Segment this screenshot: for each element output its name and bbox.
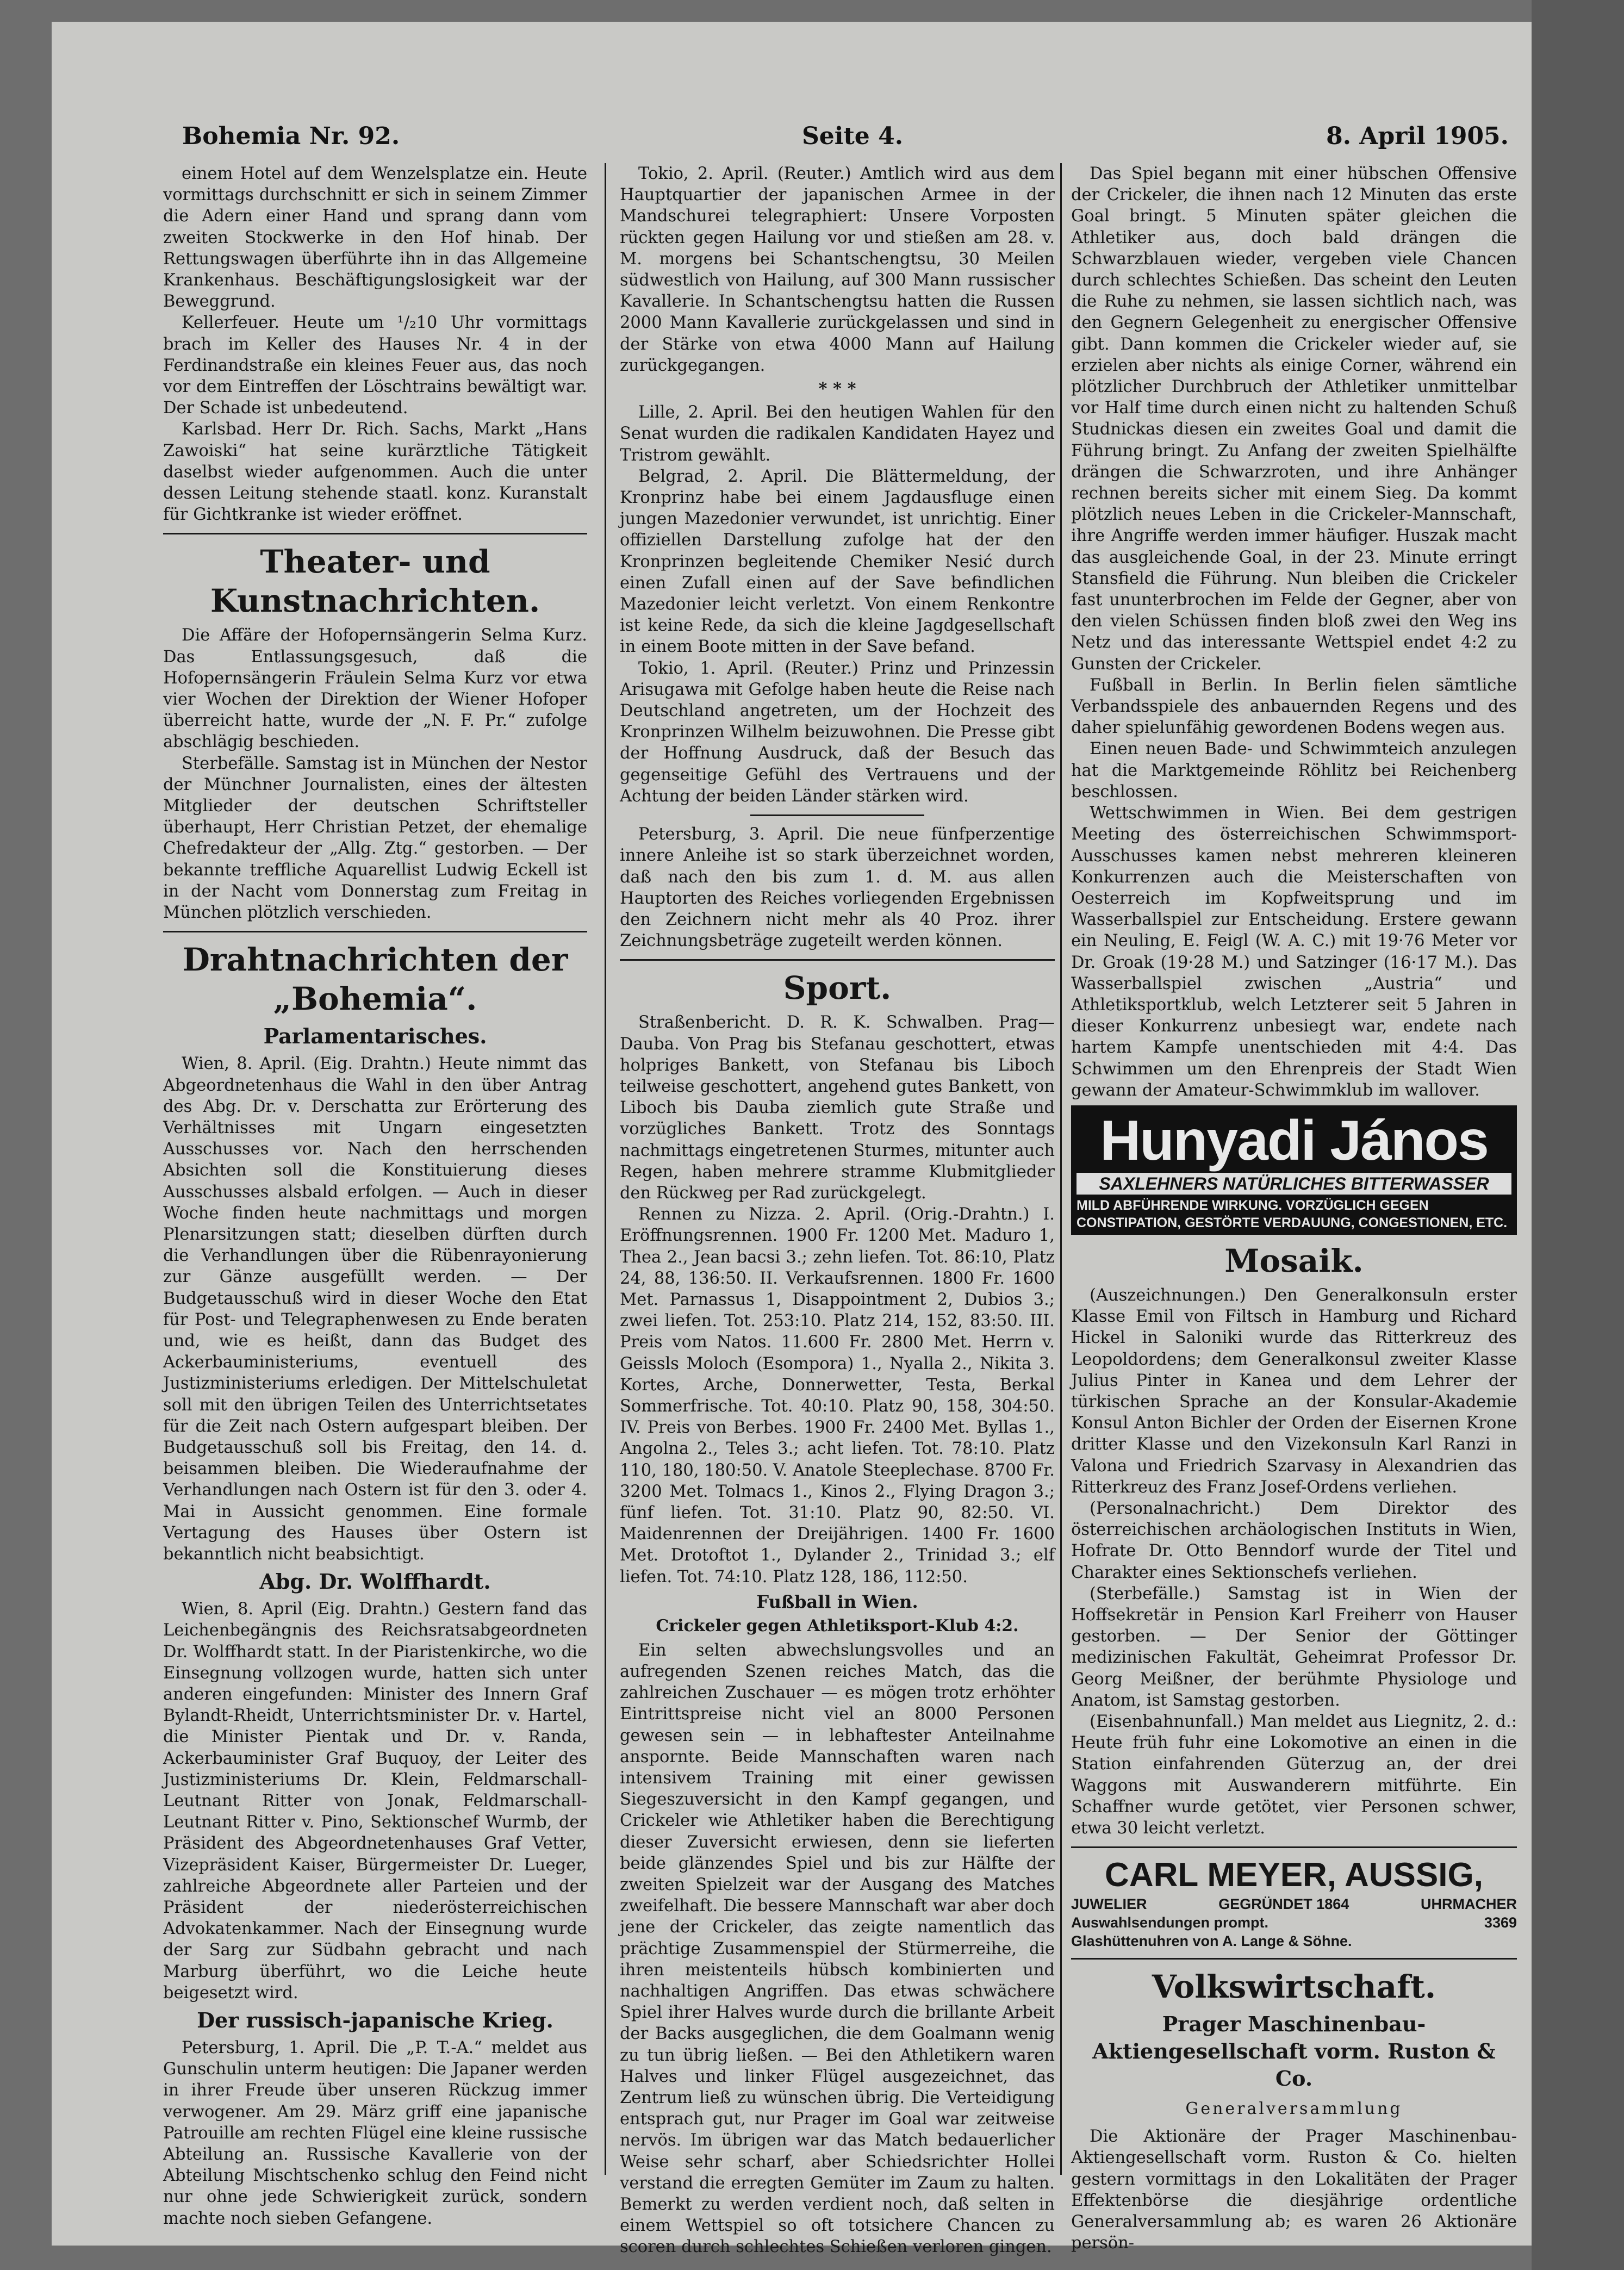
page-header (182, 122, 1509, 155)
short-rule (750, 814, 924, 816)
article-paragraph: Einen neuen Bade- und Schwimmteich anzulegen hat die Marktgemeinde Röhlitz bei Reichenberg beschlossen. (1071, 739, 1517, 801)
section-heading-volkswirtschaft: Volkswirtschaft. (1152, 1968, 1436, 2006)
section-heading-drahtnachrichten: Drahtnachrichten der „Bohemia“. (182, 941, 568, 1018)
article-paragraph: Ein selten abwechslungsvolles und an aufregenden Szenen reiches Match, das die zahlreichen Zuschauer — es mögen trotz erhöhter Eintrittspreise nicht viel an 8000 Personen gewesen sein — in lebhaftester Anteilnahme anspornte. Beide Mannschaften waren nach intensivem Training mit einer gewissen Siegeszuversicht in den Kampf gegangen, und Crickeler wie Athletiker haben die Berechtigung dieser Zuversicht erwiesen, denn sie lieferten beide glänzendes Spiel und bis zur Hälfte der zweiten Spielzeit war der Ausgang des Matches zweifelhaft. Die bessere Mannschaft war aber doch jene der Crickeler, das zeigte namentlich das prächtige Zusammenspiel der Stürmerreihe, die ihren meistenteils hübsch kombinierten und nachhaltigen Angriffen. Das etwas schwächere Spiel ihrer Halves wurde durch die brillante Arbeit der Backs ausgeglichen, die dem Goalmann wenig zu tun übrig ließen. — Bei den Athletikern waren Halves und linker Flügel ausgezeichnet, das Zentrum ließ zu wünschen übrig. Die Verteidigung entsprach gut, nur Prager im Goal war zeitweise nervös. Im übrigen war das Match bedauerlicher Weise sehr scharf, aber Schiedsrichter Hollei verstand die erregten Gemüter im Zaum zu halten. Bemerkt zu werden verdient noch, daß selten in einem Wettspiel so oft totsichere Chancen zu scoren durch schlechtes Schießen verloren gingen. (620, 1640, 1055, 2257)
header-date: 8. April 1905. (1326, 122, 1509, 150)
subheading-match: Crickeler gegen Athletiksport-Klub 4:2. (656, 1616, 1019, 1635)
subheading-krieg: Der russisch-japanische Krieg. (197, 2008, 553, 2033)
column-divider (605, 163, 606, 2175)
section-rule (163, 931, 587, 932)
advertisement-hunyadi (1071, 1105, 1517, 1235)
article-paragraph: Tokio, 1. April. (Reuter.) Prinz und Prinzessin Arisugawa mit Gefolge haben heute die Reise nach Deutschland angetreten, um der Hochzeit des Kronprinzen Wilhelm beizuwohnen. Die Presse gibt der Hoffnung Ausdruck, daß der Besuch das gegenseitige Gefühl des Vertrauens und der Achtung der beiden Länder stärken wird. (620, 658, 1055, 806)
article-paragraph: Wien, 8. April (Eig. Drahtn.) Gestern fand das Leichenbegängnis des Reichsratsabgeordneten Dr. Wolffhardt statt. In der Piaristenkirche, wo die Einsegnung vollzogen wurde, hatten sich unter anderen eingefunden: Minister des Innern Graf Bylandt-Rheidt, Unterrichtsminister Dr. v. Hartel, die Minister Pientak und Dr. v. Randa, Ackerbauminister Graf Buquoy, der Leiter des Justizministeriums Dr. Klein, Feldmarschall-Leutnant Ritter von Jonak, Feldmarschall-Leutnant Ritter v. Pino, Sektionschef Wurmb, der Präsident des Abgeordnetenhauses Graf Vetter, Vizepräsident Kaiser, Bürgermeister Dr. Lueger, zahlreiche Abgeordnete aller Parteien und der Präsident der niederösterreichischen Advokatenkammer. Nach der Einsegnung wurde der Sarg zur Südbahn gebracht und nach Marburg überführt, wo die Leiche heute beigesetzt wird. (163, 1600, 587, 2002)
section-rule (1071, 1958, 1517, 1960)
article-paragraph: Fußball in Berlin. In Berlin fielen sämtliche Verbandsspiele des anbauernden Regens und des daher spielunfähig gewordenen Bodens wegen aus. (1071, 675, 1517, 738)
article-paragraph: Rennen zu Nizza. 2. April. (Orig.-Drahtn.) I. Eröffnungsrennen. 1900 Fr. 1200 Met. Maduro 1, Thea 2., Jean bacsi 3.; zehn liefen. Tot. 86:10, Platz 24, 88, 136:50. II. Verkaufsrennen. 1800 Fr. 1600 Met. Parnassus 1, Disappointment 2, Dubios 3.; zwei liefen. Tot. 253:10. Platz 214, 152, 83:50. III. Preis vom Natos. 11.600 Fr. 2800 Met. Herrn v. Geissls Moloch (Esompora) 1., Nyalla 2., Nikita 3. Kortes, Arche, Donnerwetter, Testa, Berkal Sommerfrische. Tot. 40:10. Platz 90, 158, 304:50. IV. Preis von Berbes. 1900 Fr. 2400 Met. Byllas 1., Angolna 2., Teles 3.; acht liefen. Tot. 78:10. Platz 110, 180, 180:50. V. Anatole Steeplechase. 8700 Fr. 3200 Met. Tolmacs 1., Kinos 2., Flying Dragon 3.; fünf liefen. Tot. 31:10. Platz 90, 82:50. VI. Maidenrennen der Dreijährigen. 1400 Fr. 1600 Met. Drotoftot 1., Dylander 2., Trinidad 3.; elf liefen. Tot. 74:10. Platz 128, 186, 112:50. (620, 1205, 1055, 1587)
header-title: Bohemia Nr. 92. (182, 122, 400, 150)
subheading-maschinenbau: Prager Maschinenbau-Aktiengesellschaft vorm. Ruston & Co. (1092, 2012, 1496, 2091)
article-paragraph: Das Spiel begann mit einer hübschen Offensive der Crickeler, die ihnen nach 12 Minuten das erste Goal bringt. 5 Minuten später gleichen die Athletiker aus, doch bald drängen die Schwarzblauen wieder, vergeben viele Chancen durch schlechtes Schießen. Das scheint den Leuten die Ruhe zu nehmen, sie lassen sichtlich nach, was den Gegnern Gelegenheit zu energischer Offensive gibt. Dann kommen die Crickeler wieder auf, sie erzielen aber nichts als einige Corner, während ein plötzlicher Durchbruch der Athletiker unmittelbar vor Half time durch einen nicht zu haltenden Schuß Studnickas diesen ein zweites Goal und damit die Führung bringt. Zu Anfang der zweiten Spielhälfte drängen die Schwarzroten, und ihre Anhänger rechnen bereits sicher mit einem Sieg. Da kommt plötzlich neues Leben in die Crickeler-Mannschaft, ihre Angriffe werden immer häufiger. Huszak macht das ausgleichende Goal, in der 23. Minute erringt Stansfield die Führung. Nun bleiben die Crickeler fast ununterbrochen im Felde der Gegner, aber von den vielen Schüssen finden bloß zwei den Weg ins Netz und das interessante Wettspiel endet 4:2 zu Gunsten der Crickeler. (1071, 164, 1517, 674)
ad-name: CARL MEYER, (1105, 1856, 1337, 1894)
article-paragraph: Wettschwimmen in Wien. Bei dem gestrigen Meeting des österreichischen Schwimmsport-Ausschusses kamen nebst mehreren kleineren Konkurrenzen auch die Meisterschaften von Oesterreich im Kopfweitsprung und im Wasserballspiel zur Entscheidung. Erstere gewann ein Neuling, E. Feigl (W. A. C.) mit 19·76 Meter vor Dr. Groak (19·28 M.) und Satzinger (16·17 M.). Das Wasserballspiel zwischen „Austria“ und Athletiksportklub, welch Letzterer seit 5 Jahren in dieser Konkurrenz unbesiegt war, endete nach hartem Kampfe unentschieden mit 4:4. Das Schwimmen um den Ehrenpreis der Stadt Wien gewann der Amateur-Schwimmklub im wallover. (1071, 804, 1517, 1100)
article-paragraph: Sterbefälle. Samstag ist in München der Nestor der Münchner Journalisten, eines der ältesten Mitglieder der deutschen Schriftsteller überhaupt, Herr Christian Petzet, der ehemalige Chefredakteur der „Allg. Ztg.“ gestorben. — Der bekannte treffliche Aquarellist Ludwig Eckell ist in der Nacht vom Donnerstag zum Freitag in München plötzlich verschieden. (163, 754, 587, 923)
column-divider (1060, 163, 1062, 2175)
subheading-generalversammlung: Generalversammlung (1185, 2099, 1403, 2119)
section-rule (620, 959, 1055, 961)
ad-left: JUWELIER (1071, 1896, 1147, 1913)
article-paragraph: Petersburg, 1. April. Die „P. T.-A.“ meldet aus Gunschulin unterm heutigen: Die Japaner werden in ihrer Freude über unseren Rückzug immer verwogener. Am 29. März griff eine japanische Patrouille am rechten Flügel eine kleine russische Abteilung an. Russische Kavallerie von der Abteilung Mischtschenko schlug den Feind nicht nur ohne jede Schwierigkeit zurück, sondern machte noch sieben Gefangene. (163, 2038, 587, 2228)
subheading-wolffhardt: Abg. Dr. Wolffhardt. (259, 1569, 491, 1594)
ad-mid: GEGRÜNDET 1864 (1218, 1896, 1349, 1913)
ad-place: AUSSIG, (1345, 1856, 1483, 1894)
section-heading-sport: Sport. (783, 969, 892, 1007)
column-3 (1071, 163, 1517, 2254)
section-rule (1071, 1846, 1517, 1848)
ad-number: 3369 (1484, 1914, 1517, 1931)
advertisement-carl-meyer (1071, 1856, 1517, 1950)
article-paragraph: Die Affäre der Hofopernsängerin Selma Kurz. Das Entlassungsgesuch, daß die Hofopernsängerin Fräulein Selma Kurz vor etwa vier Wochen der Direktion der Wiener Hofoper überreicht hatte, wurde der „N. F. Pr.“ zufolge abschlägig beschieden. (163, 626, 587, 752)
article-paragraph: Kellerfeuer. Heute um ¹/₂10 Uhr vormittags brach im Keller des Hauses Nr. 4 in der Ferdinandstraße ein kleines Feuer aus, das noch vor dem Eintreffen der Löschtrains bewältigt war. Der Schade ist unbedeutend. (163, 313, 587, 418)
article-paragraph: (Sterbefälle.) Samstag ist in Wien der Hoffsekretär in Pension Karl Freiherr von Hauser gestorben. — Der Senior der Göttinger medizinischen Fakultät, Geheimrat Professor Dr. Georg Meißner, der berühmte Physiologe und Anatom, ist Samstag gestorben. (1071, 1584, 1517, 1710)
article-paragraph: (Personalnachricht.) Dem Direktor des österreichischen archäologischen Instituts in Wien, Hofrate Dr. Otto Benndorf wurde der Titel und Charakter eines Sektionschefs verliehen. (1071, 1498, 1517, 1582)
subheading-parlamentarisches: Parlamentarisches. (263, 1024, 487, 1049)
scan-edge (1532, 0, 1624, 2270)
ad-line: MILD ABFÜHRENDE WIRKUNG. VORZÜGLICH GEGEN (1077, 1197, 1429, 1213)
section-heading-theater: Theater- und Kunstnachrichten. (210, 543, 540, 620)
ad-right: UHRMACHER (1421, 1896, 1517, 1913)
ad-tagline: SAXLEHNERS NATÜRLICHES BITTERWASSER (1077, 1173, 1511, 1195)
article-paragraph: Die Aktionäre der Prager Maschinenbau-Aktiengesellschaft vorm. Ruston & Co. hielten gestern vormittags in den Lokalitäten der Prager Effektenbörse die diesjährige ordentliche Generalversammlung ab; es waren 26 Aktionäre persön- (1071, 2127, 1517, 2253)
article-paragraph: Petersburg, 3. April. Die neue fünfperzentige innere Anleihe ist so stark überzeichnet worden, daß nach den bis zum 1. d. M. aus allen Hauptorten des Reiches vorliegenden Ergebnissen den Zeichnern nicht mehr als 40 Proz. ihrer Zeichnungsbeträge zugeteilt werden können. (620, 825, 1055, 951)
article-paragraph: einem Hotel auf dem Wenzelsplatze ein. Heute vormittags durchschnitt er sich in seinem Zimmer die Adern einer Hand und sprang dann vom zweiten Stockwerke in den Hof hinab. Der Rettungswagen überführte ihn in das Allgemeine Krankenhaus. Beschäftigungslosigkeit war der Beweggrund. (163, 164, 587, 312)
section-heading-mosaik: Mosaik. (1224, 1242, 1364, 1279)
subheading-fussball: Fußball in Wien. (756, 1591, 918, 1612)
column-1 (163, 163, 587, 2229)
separator-stars: * * * (818, 379, 856, 399)
ad-line: CONSTIPATION, GESTÖRTE VERDAUUNG, CONGESTIONEN, ETC. (1077, 1215, 1508, 1230)
article-paragraph: (Auszeichnungen.) Den Generalkonsuln erster Klasse Emil von Filtsch in Hamburg und Richard Hickel in Saloniki wurde das Ritterkreuz des Leopoldordens; dem Generalkonsul zweiter Klasse Julius Pinter in Kanea und dem Lehrer der türkischen Sprache an der Konsular-Akademie Konsul Anton Bichler der Orden der Eisernen Krone dritter Klasse und den Vizekonsuln Karl Ranzi in Valona und Friedrich Szarvasy in Alexandrien das Ritterkreuz des Franz Josef-Ordens verliehen. (1071, 1285, 1517, 1497)
ad-line: Glashüttenuhren von A. Lange & Söhne. (1071, 1933, 1352, 1950)
article-paragraph: Wien, 8. April. (Eig. Drahtn.) Heute nimmt das Abgeordnetenhaus die Wahl in den über Antrag des Abg. Dr. v. Derschatta zur Erörterung des Verhältnisses mit Ungarn eingesetzten Ausschusses vor. Nach den herrschenden Absichten soll die Konstituierung dieses Ausschusses alsbald erfolgen. — Auch in dieser Woche finden heute nachmittags und morgen Plenarsitzungen statt; dieselben dürften durch die Verhandlungen über die Rübenrayonierung zur Gänze ausgefüllt werden. — Der Budgetausschuß wird in dieser Woche den Etat für Post- und Telegraphenwesen zu Ende beraten und, wie es heißt, dann das Budget des Ackerbauministeriums, eventuell des Justizministeriums erledigen. Der Mittelschuletat soll mit den übrigen Teilen des Unterrichtsetates für die Zeit nach Ostern aufgespart bleiben. Der Budgetausschuß soll bis Freitag, den 14. d. beisammen bleiben. Die Wiederaufnahme der Verhandlungen nach Ostern ist für den 3. oder 4. Mai in Aussicht genommen. Eine formale Vertagung des Hauses über Ostern ist bekanntlich nicht beabsichtigt. (163, 1054, 587, 1564)
article-paragraph: Karlsbad. Herr Dr. Rich. Sachs, Markt „Hans Zawoiski“ hat seine kurärztliche Tätigkeit daselbst wieder aufgenommen. Auch die unter dessen Leitung stehende staatl. konz. Kuranstalt für Gichtkranke ist wieder eröffnet. (163, 420, 587, 525)
article-paragraph: Belgrad, 2. April. Die Blättermeldung, der Kronprinz habe bei einem Jagdausfluge einen jungen Mazedonier verwundet, ist unrichtig. Einer offiziellen Darstellung zufolge hat der den Kronprinzen begleitende Chemiker Nesić durch einen Zufall einen auf der Save befindlichen Mazedonier leicht verletzt. Von einem Renkontre ist keine Rede, da sich die kleine Jagdgesellschaft in einem Boote mitten in der Save befand. (620, 467, 1055, 657)
header-page-number: Seite 4. (802, 122, 904, 150)
article-paragraph: Tokio, 2. April. (Reuter.) Amtlich wird aus dem Hauptquartier der japanischen Armee in der Mandschurei telegraphiert: Unsere Vorposten rückten gegen Hailung vor und stießen am 28. v. M. morgens bei Schantschengtsu, 30 Meilen südwestlich von Hailung, auf 300 Mann russischer Kavallerie. In Schantschengtsu hatten die Russen 2000 Mann Kavallerie zurückgelassen und sind in der Stärke von etwa 4000 Mann auf Hailung zurückgegangen. (620, 164, 1055, 375)
article-paragraph: (Eisenbahnunfall.) Man meldet aus Liegnitz, 2. d.: Heute früh fuhr eine Lokomotive an einen in die Station einfahrenden Güterzug an, der drei Waggons mit Auswanderern mitführte. Ein Schaffner wurde getötet, vier Personen schwer, etwa 30 leicht verletzt. (1071, 1712, 1517, 1838)
article-paragraph: Straßenbericht. D. R. K. Schwalben. Prag—Dauba. Von Prag bis Stefanau geschottert, etwas holpriges Bankett, von Stefanau bis Liboch teilweise geschottert, angehend gutes Bankett, von Liboch bis Dauba ziemlich gute Straße und vorzügliches Bankett. Trotz des Sonntags nachmittags eingetretenen Sturmes, mitunter auch Regen, haben mehrere stramme Klubmitglieder den Rückweg per Rad zurückgelegt. (620, 1013, 1055, 1203)
section-rule (163, 533, 587, 534)
column-2 (620, 163, 1055, 2258)
ad-brand-name: Hunyadi János (1100, 1109, 1488, 1172)
ad-line: Auswahlsendungen prompt. (1071, 1914, 1269, 1931)
article-paragraph: Lille, 2. April. Bei den heutigen Wahlen für den Senat wurden die radikalen Kandidaten Hayez und Tristrom gewählt. (620, 403, 1055, 465)
